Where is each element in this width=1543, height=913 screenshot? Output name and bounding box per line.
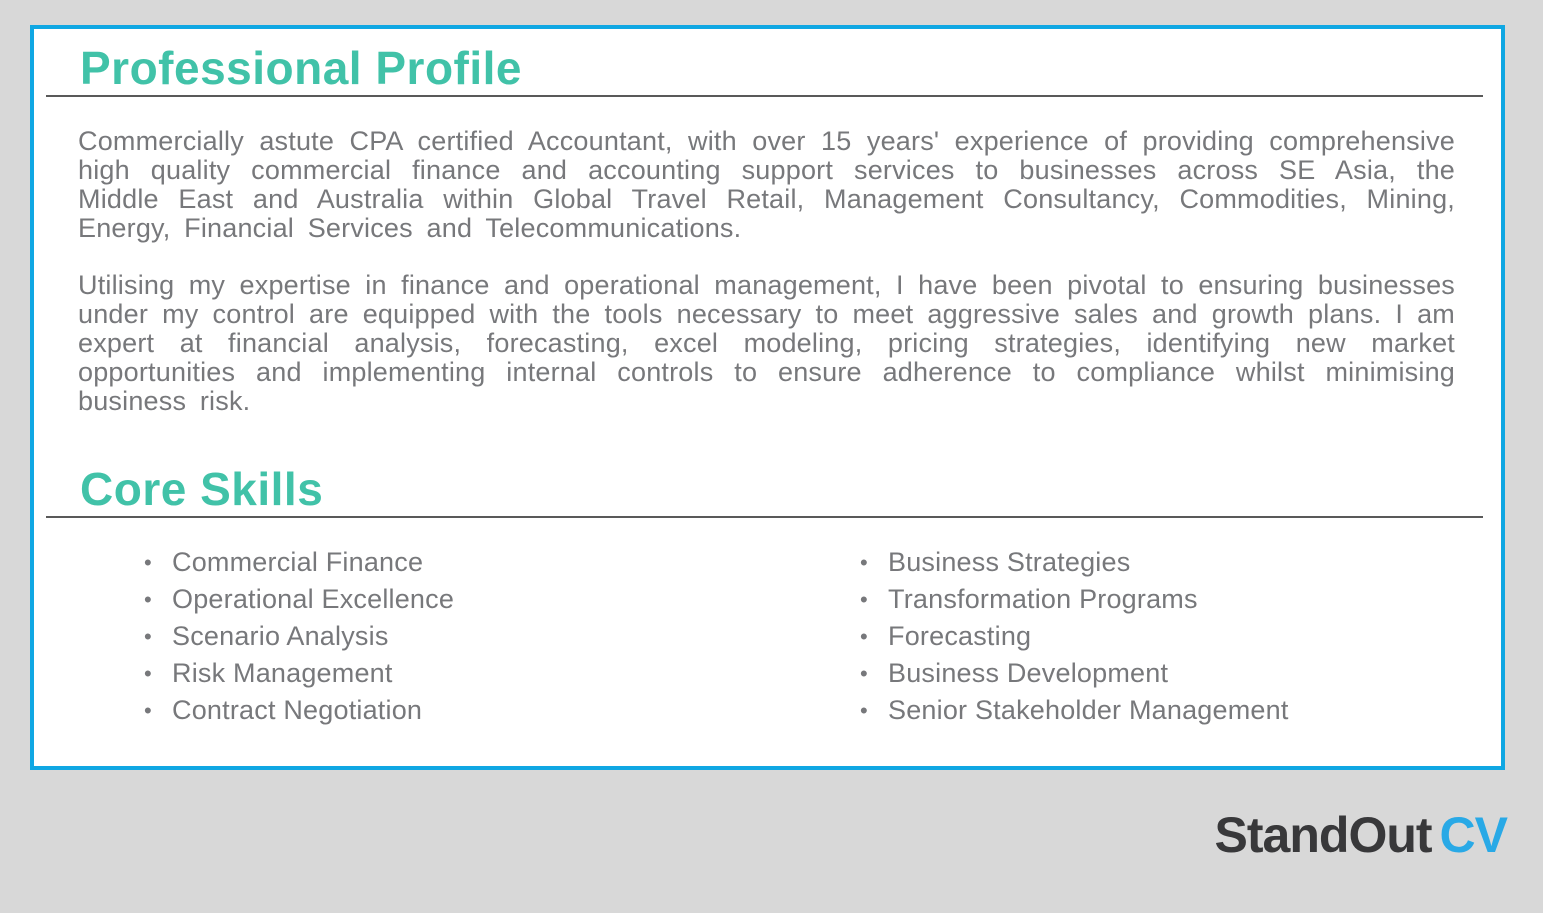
bullet-icon: • [860,586,868,612]
skill-item [860,581,1501,618]
skill-item [860,655,1501,692]
bullet-icon: • [144,697,152,723]
skill-label: Senior Stakeholder Management [888,695,1289,725]
skill-label: Risk Management [172,658,393,688]
skill-item [144,618,860,655]
skill-label: Operational Excellence [172,584,455,614]
cv-document-panel [30,25,1505,770]
logo-text-standout: StandOut [1214,807,1432,863]
skill-label: Forecasting [888,621,1032,651]
skills-columns [34,544,1501,729]
standout-cv-logo [1215,806,1507,864]
bullet-icon: • [860,549,868,575]
core-skills-section [34,463,1501,729]
bullet-icon: • [144,660,152,686]
skill-item [860,618,1501,655]
skills-column-right [860,544,1501,729]
profile-heading: Professional Profile [80,42,523,94]
profile-section [34,42,1501,416]
profile-paragraph-1: Commercially astute CPA certified Accountant, with over 15 years' experience of providing comprehensive high quality commercial finance and accounting support services to businesses across SE Asia, the Middle East and Australia within Global Travel Retail, Management Consultancy, Commodities, Mining, Energy, Financial Services and Telecommunications. [78,126,1455,243]
core-skills-heading-underline [46,516,1483,518]
profile-paragraph-2: Utilising my expertise in finance and operational management, I have been pivotal to ensuring businesses under my control are equipped with the tools necessary to meet aggressive sales and growth plans. I am expert at financial analysis, forecasting, excel modeling, pricing strategies, identifying new market opportunities and implementing internal controls to ensure adherence to compliance whilst minimising business risk. [78,270,1455,416]
bullet-icon: • [144,623,152,649]
bullet-icon: • [860,623,868,649]
skill-label: Business Strategies [888,547,1131,577]
core-skills-heading: Core Skills [80,463,324,515]
skills-column-left [144,544,860,729]
bullet-icon: • [860,660,868,686]
skill-label: Contract Negotiation [172,695,423,725]
skill-item [144,581,860,618]
skill-label: Transformation Programs [888,584,1198,614]
bullet-icon: • [144,586,152,612]
skill-item [144,692,860,729]
skill-label: Scenario Analysis [172,621,389,651]
profile-heading-underline [46,95,1483,97]
skill-item [144,544,860,581]
skill-item [860,544,1501,581]
skill-item [860,692,1501,729]
skill-label: Business Development [888,658,1169,688]
bullet-icon: • [144,549,152,575]
bullet-icon: • [860,697,868,723]
skill-item [144,655,860,692]
skill-label: Commercial Finance [172,547,424,577]
logo-text-cv: CV [1439,807,1507,863]
